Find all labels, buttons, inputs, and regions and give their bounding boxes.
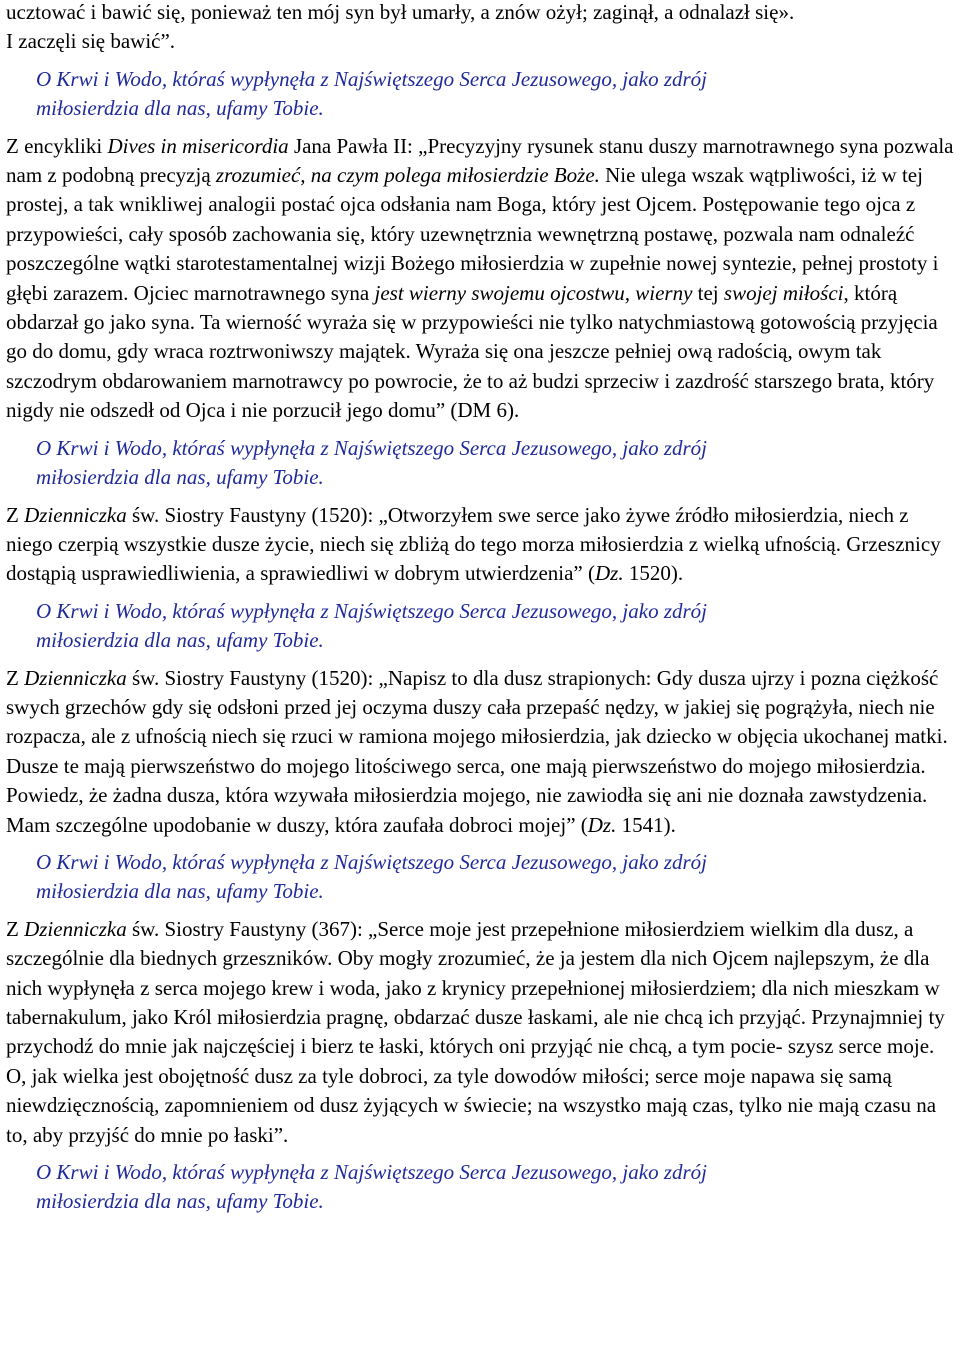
invocation-line-1: O Krwi i Wodo, któraś wypłynęła z Najświętszego Serca Jezusowego, jako zdrój bbox=[36, 849, 708, 874]
invocation-line-2: miłosierdzia dla nas, ufamy Tobie. bbox=[36, 1189, 324, 1214]
italic-run: Dives in misericordia bbox=[107, 133, 289, 158]
text-line: ucztować i bawić się, ponieważ ten mój syn był umarły, a znów ożył; zaginął, a odnalazł się». bbox=[6, 0, 795, 24]
invocation-line-1: O Krwi i Wodo, któraś wypłynęła z Najświętszego Serca Jezusowego, jako zdrój bbox=[36, 1160, 708, 1185]
text-run: św. Siostry Faustyny (1520): „Napisz to dla dusz strapionych: Gdy dusza ujrzy i pozna ciężkość swych grzechów gdy się odsłoni przed jej oczyma duszy cała przepaść nędzy, w jakiej się pogrążyła, niech nie rozpacza, ale z ufnością niech się rzuci w ramiona mojego miłosierdzia, jak dziecko w objęcia ukochanej matki. Dusze te mają pierwszeństwo do mojego litościwego serca, one mają pierwszeństwo do mojego miłosierdzia. Powiedz, że żadna dusza, która wzywała miłosierdzia mojego, nie zawiodła się ani nie doznała zawstydzenia. Mam szczególne upodobanie w duszy, która zaufała dobroci mojej” ( bbox=[6, 665, 948, 837]
text-run: Z bbox=[6, 916, 25, 941]
italic-run: Dzienniczka bbox=[24, 502, 127, 527]
invocation-3 bbox=[6, 597, 956, 656]
text-run: 1541). bbox=[616, 812, 676, 837]
paragraph-dives-in-misericordia bbox=[6, 132, 956, 426]
text-run: św. Siostry Faustyny (367): „Serce moje jest przepełnione miłosierdziem wielkim dla dusz, a szczególnie dla biednych grzeszników. Oby mogły zrozumieć, że ja jestem dla nich Ojcem najlepszym, że dla nich wypłynęła z serca mojego krew i woda, jako z krynicy przepełnionej miłosierdziem; dla nich mieszkam w tabernakulum, jako Król miłosierdzia pragnę, obdarzać dusze łaskami, ale nie chcą ich przyjąć. Przynajmniej ty przychodź do mnie jak najczęściej i bierz te łaski, których oni przyjąć nie chcą, a tym pocie- szysz serce moje. O, jak wielka jest obojętność dusz za tyle dobroci, za tyle dowodów miłości; serce moje napawa się samą niewdzięcznością, zapomnieniem od dusz żyjących w świecie; na wszystko mają czas, tylko nie mają czasu na to, aby przyjść do mnie po łaski”. bbox=[6, 916, 945, 1147]
document-page bbox=[6, 0, 956, 1225]
invocation-1 bbox=[6, 65, 956, 124]
invocation-4 bbox=[6, 848, 956, 907]
invocation-line-2: miłosierdzia dla nas, ufamy Tobie. bbox=[36, 96, 324, 121]
invocation-5 bbox=[6, 1158, 956, 1217]
text-run: Jana Pawła II: „Precyzyjny rysunek stanu duszy marnotrawnego syna pozwala nam z podobną precyzją bbox=[6, 133, 954, 188]
paragraph-dzienniczek-367 bbox=[6, 915, 956, 1150]
paragraph-dzienniczek-1520-a bbox=[6, 501, 956, 589]
invocation-line-1: O Krwi i Wodo, któraś wypłynęła z Najświętszego Serca Jezusowego, jako zdrój bbox=[36, 435, 708, 460]
invocation-line-1: O Krwi i Wodo, któraś wypłynęła z Najświętszego Serca Jezusowego, jako zdrój bbox=[36, 66, 708, 91]
paragraph-dzienniczek-1520-b bbox=[6, 664, 956, 840]
italic-run: swojej miłości bbox=[723, 280, 844, 305]
text-run: Z bbox=[6, 502, 25, 527]
text-run: św. Siostry Faustyny (1520): „Otworzyłem swe serce jako żywe źródło miłosierdzia, niech z niego czerpią wszystkie dusze życie, niech się zbliżą do tego morza miłosierdzia z wielką ufnością. Grzesznicy dostąpią usprawiedliwienia, a sprawiedliwi w dobrym utwierdzenia” ( bbox=[6, 502, 941, 586]
text-run: Nie ulega wszak wątpliwości, iż w tej prostej, a tak wnikliwej analogii postać ojca odsłania nam Boga, który jest Ojcem. Postępowanie tego ojca z przypowieści, cały sposób zachowania się, który uzewnętrznia wewnętrzną postawę, pozwala nam odnaleźć poszczególne wątki starotestamentalnej wizji Bożego miłosierdzia w zupełnie nowej syntezie, pełnej prostoty i głębi zarazem. Ojciec marnotrawnego syna bbox=[6, 163, 939, 305]
paragraph-prodigal-son-ending bbox=[6, 0, 956, 57]
invocation-line-2: miłosierdzia dla nas, ufamy Tobie. bbox=[36, 628, 324, 653]
italic-run: jest wierny swojemu ojcostwu, wierny bbox=[374, 280, 693, 305]
invocation-line-2: miłosierdzia dla nas, ufamy Tobie. bbox=[36, 879, 324, 904]
italic-run: Dz. bbox=[594, 561, 624, 586]
text-run: , którą obdarzał go jako syna. Ta wierność wyraża się w przypowieści nie tylko natychmiastową gotowością przyjęcia go do domu, gdy wraca roztrwoniwszy majątek. Wyraża się ona jeszcze pełniej ową radością, owym tak szczodrym obdarowaniem marnotrawcy po powrocie, że to aż budzi sprzeciw i zazdrość starszego brata, który nigdy nie odszedł od Ojca i nie porzucił jego domu” (DM 6). bbox=[6, 280, 938, 423]
italic-run: Dzienniczka bbox=[24, 916, 127, 941]
italic-run: Dz. bbox=[587, 812, 617, 837]
text-run: 1520). bbox=[623, 561, 684, 586]
italic-run: Dzienniczka bbox=[24, 665, 127, 690]
italic-run: zrozumieć, na czym polega miłosierdzie Boże. bbox=[215, 163, 600, 188]
invocation-2 bbox=[6, 434, 956, 493]
text-run: Z encykliki bbox=[6, 133, 108, 158]
text-run: tej bbox=[692, 280, 724, 305]
invocation-line-2: miłosierdzia dla nas, ufamy Tobie. bbox=[36, 465, 324, 490]
text-line: I zaczęli się bawić”. bbox=[6, 29, 176, 54]
invocation-line-1: O Krwi i Wodo, któraś wypłynęła z Najświętszego Serca Jezusowego, jako zdrój bbox=[36, 598, 708, 623]
text-run: Z bbox=[6, 665, 25, 690]
